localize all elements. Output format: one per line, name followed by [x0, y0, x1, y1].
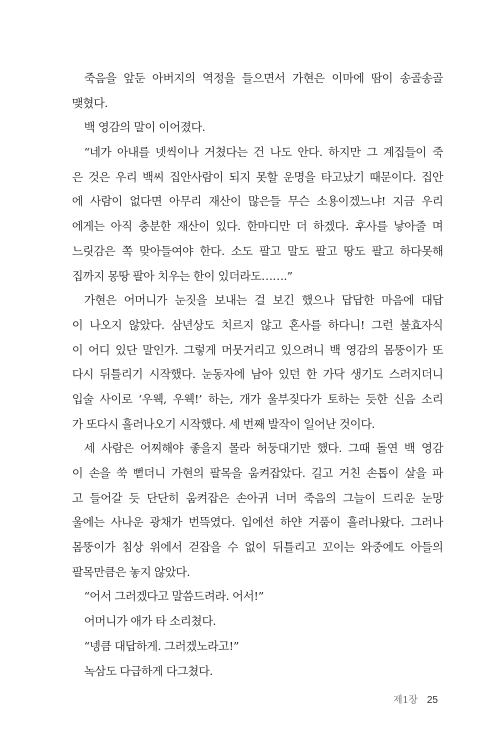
body-line: 죽음을 앞둔 아버지의 역정을 들으면서 가현은 이마에 땀이 송골송골	[84, 71, 443, 85]
body-line: 에 사람이 없다면 아무리 재산이 많은들 무슨 소용이겠느냐! 지금 우리	[72, 194, 443, 209]
body-line: 팔목만큼은 놓지 않았다.	[72, 564, 190, 579]
body-line: 세 사람은 어찌해야 좋을지 몰라 허둥대기만 했다. 그때 돌연 백 영감	[84, 441, 443, 456]
body-line: 어머니가 애가 타 소리쳤다.	[84, 614, 216, 629]
body-line: 은 것은 우리 백씨 집안사람이 되지 못할 운명을 타고났기 때문이다. 집안	[72, 169, 443, 184]
body-text	[72, 66, 443, 683]
body-line: 에게는 아직 충분한 재산이 있다. 한마디만 더 하겠다. 후사를 낳아줄 며	[72, 219, 443, 234]
page-footer	[393, 692, 438, 706]
body-line: 이 어디 있단 말인가. 그렇게 머뭇거리고 있으려니 백 영감의 몸뚱이가 또	[72, 342, 443, 357]
body-line: “네가 아내를 넷씩이나 거쳤다는 건 나도 안다. 하지만 그 계집들이 죽	[84, 145, 443, 160]
body-line: 맺혔다.	[72, 95, 108, 110]
body-line: 집까지 몽땅 팔아 치우는 한이 있더라도…….”	[72, 268, 293, 283]
body-line: “어서 그러겠다고 말씀드려라. 어서!”	[84, 589, 264, 604]
body-line: 이 손을 쑥 뻗더니 가현의 팔목을 움켜잡았다. 길고 거친 손톱이 살을 파	[72, 466, 443, 480]
body-line: 백 영감의 말이 이어졌다.	[84, 120, 206, 135]
body-line: “넹큼 대답하게. 그러겠노라고!”	[84, 638, 239, 653]
body-line: 가현은 어머니가 눈짓을 보내는 걸 보긴 했으나 답답한 마음에 대답	[84, 293, 443, 308]
body-line: 느릿감은 쪽 맞아들여야 한다. 소도 팔고 말도 팔고 땅도 팔고 하다못해	[72, 243, 443, 258]
body-line: 이 나오지 않았다. 삼년상도 치르지 않고 혼사를 하다니! 그런 불효자식	[72, 317, 443, 332]
page-number: 25	[426, 695, 438, 706]
body-line: 입술 사이로 ‘우웩, 우웩!’ 하는, 개가 울부짖다가 토하는 듯한 신음 소리	[72, 391, 444, 406]
body-line: 가 또다시 흘러나오기 시작했다. 세 번째 발작이 일어난 것이다.	[72, 416, 375, 431]
body-line: 몸뚱이가 침상 위에서 걷잡을 수 없이 뒤틀리고 꼬이는 와중에도 아들의	[72, 540, 443, 555]
body-line: 다시 뒤틀리기 시작했다. 눈동자에 남아 있던 한 가닥 생기도 스러지더니	[72, 367, 443, 382]
body-line: 울에는 사나운 광채가 번뜩였다. 입에선 하얀 거품이 흘러나왔다. 그러나	[72, 515, 443, 530]
body-line: 고 들어갈 듯 단단히 움켜잡은 손아귀 너머 죽음의 그늘이 드리운 눈망	[72, 490, 443, 505]
chapter-label: 제1장	[393, 695, 418, 706]
body-line: 녹삼도 다급하게 다그쳤다.	[84, 663, 213, 678]
